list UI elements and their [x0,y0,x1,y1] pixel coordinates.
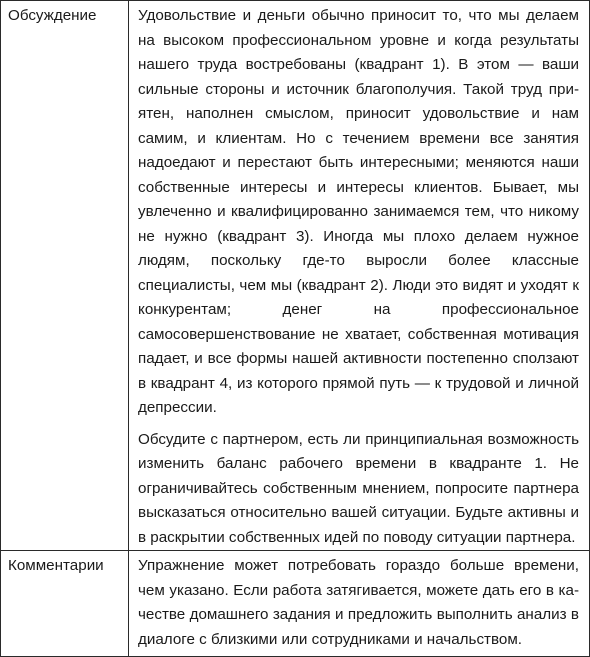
discussion-paragraph: Удовольствие и деньги обычно приносит то, что мы делаем на высоком профессиональном уровне и когда результаты нашего труда востребованы (квадрант 1). В этом — ваши сильные стороны и источник благополучия. Такой труд приятен, наполнен смыслом, приносит удовольствие и нам самим, и клиентам. Но с течением времени все занятия надоедают и перестают быть интересными; меняются наши собственные интересы и интересы клиентов. Бывает, мы увлеченно и квалифицированно занимаемся тем, что никому не нужно (квадрант 3). Иногда мы плохо делаем нужное людям, поскольку где-то выросли более классные специалисты, чем мы (квадрант 2). Люди это видят и уходят к конкурентам; денег на профессиональное самосовершенствование не хватает, собственная мотивация падает, и все формы нашей активности постепенно сползают в квадрант 4, из которого прямой путь — к трудовой и личной депрессии. [138,7,579,416]
discussion-label: Обсуждение [1,1,129,551]
discussion-paragraph: Обсудите с партнером, есть ли принципиальная возможность изменить баланс рабочего времени в квадранте 1. Не ограничивайтесь собственным мнением, попросите партнера высказаться относительно вашей ситуации. Будьте активны и в раскрытии собственных идей по поводу ситуации партнера. [138,430,579,546]
discussion-content [129,1,590,551]
comments-paragraph: Упражнение может потребовать гораздо больше времени, чем указано. Если работа затягивается, можете дать его в качестве домашнего задания и предложить выполнить анализ в диалоге с близкими или сотрудниками и начальством. [138,557,579,648]
discussion-row [1,1,590,551]
comments-row [1,551,590,657]
comments-label: Комментарии [1,551,129,657]
comments-content [129,551,590,657]
